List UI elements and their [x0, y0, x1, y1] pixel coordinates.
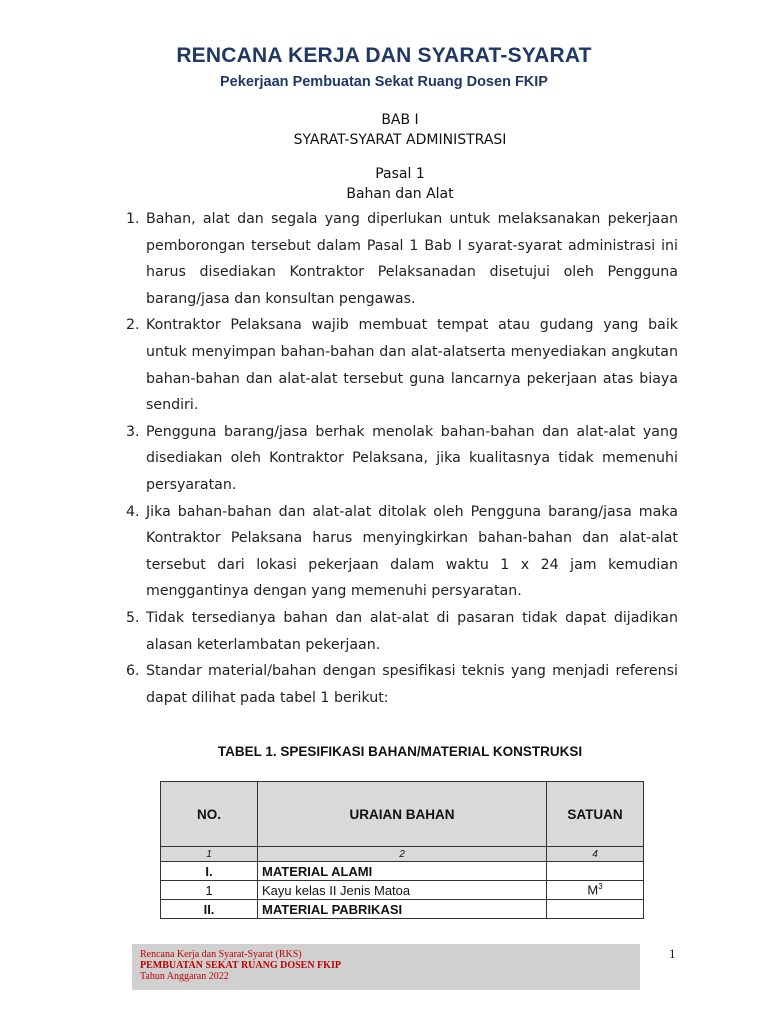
table-header-row	[161, 782, 644, 847]
header-no: NO.	[161, 782, 258, 847]
index-cell: 2	[258, 847, 547, 862]
requirements-list	[120, 206, 678, 711]
article-label: Pasal 1	[375, 166, 425, 182]
row-no: 1	[161, 881, 258, 900]
list-item	[120, 312, 678, 418]
list-number: 4.	[126, 503, 140, 520]
table-title: TABEL 1. SPESIFIKASI BAHAN/MATERIAL KONSTRUKSI	[217, 744, 583, 759]
list-number: 5.	[126, 609, 140, 626]
row-unit	[547, 900, 644, 919]
table-index-row	[161, 847, 644, 862]
row-no: I.	[161, 862, 258, 881]
footer-fiscal-year: Tahun Anggaran 2022	[140, 971, 229, 982]
list-item	[120, 499, 678, 605]
list-text: Kontraktor Pelaksana wajib membuat tempat atau gudang yang baik untuk menyimpan bahan-bahan dan alat-alatserta menyediakan angkutan bahan-bahan dan alat-alat tersebut guna lancarnya pekerjaan atas biaya sendiri.	[146, 317, 678, 414]
list-item	[120, 658, 678, 711]
list-number: 2.	[126, 317, 140, 334]
list-text: Standar material/bahan dengan spesifikasi teknis yang menjadi referensi dapat dilihat pada tabel 1 berikut:	[146, 663, 678, 706]
document-title: RENCANA KERJA DAN SYARAT-SYARAT	[176, 44, 592, 67]
unit-text: M	[587, 882, 599, 898]
row-description: MATERIAL PABRIKASI	[258, 900, 547, 919]
footer-document-name: Rencana Kerja dan Syarat-Syarat (RKS)	[140, 949, 302, 960]
list-item	[120, 605, 678, 658]
list-text: Jika bahan-bahan dan alat-alat ditolak oleh Pengguna barang/jasa maka Kontraktor Pelaksana harus menyingkirkan bahan-bahan dan alat-alat tersebut dari lokasi pekerjaan dalam waktu 1 x 24 jam kemudian menggantinya dengan yang memenuhi persyaratan.	[146, 503, 678, 600]
row-unit	[547, 881, 644, 900]
row-no: II.	[161, 900, 258, 919]
chapter-name: SYARAT-SYARAT ADMINISTRASI	[293, 132, 507, 148]
table-row	[161, 900, 644, 919]
material-spec-table	[160, 781, 644, 919]
page-number: 1	[669, 946, 676, 961]
table-row	[161, 881, 644, 900]
list-item	[120, 206, 678, 312]
row-unit	[547, 862, 644, 881]
document-subtitle: Pekerjaan Pembuatan Sekat Ruang Dosen FKIP	[220, 74, 548, 90]
list-text: Tidak tersedianya bahan dan alat-alat di pasaran tidak dapat dijadikan alasan keterlambatan pekerjaan.	[146, 609, 678, 653]
row-description: Kayu kelas II Jenis Matoa	[258, 881, 547, 900]
chapter-label: BAB I	[381, 112, 419, 128]
list-text: Pengguna barang/jasa berhak menolak bahan-bahan dan alat-alat yang disediakan oleh Kontraktor Pelaksana, jika kualitasnya tidak memenuhi persyaratan.	[146, 423, 678, 493]
unit-superscript: 3	[598, 882, 603, 892]
list-text: Bahan, alat dan segala yang diperlukan untuk melaksanakan pekerjaan pemborongan tersebut dalam Pasal 1 Bab I syarat-syarat administrasi ini harus disediakan Kontraktor Pelaksanadan disetujui oleh Pengguna barang/jasa dan konsultan pengawas.	[146, 211, 678, 307]
table-row	[161, 862, 644, 881]
list-number: 3.	[126, 423, 140, 440]
footer-project-name: PEMBUATAN SEKAT RUANG DOSEN FKIP	[140, 960, 341, 971]
list-number: 6.	[126, 663, 140, 680]
list-item	[120, 419, 678, 499]
header-unit: SATUAN	[547, 782, 644, 847]
article-name: Bahan dan Alat	[346, 186, 454, 202]
row-description: MATERIAL ALAMI	[258, 862, 547, 881]
index-cell: 1	[161, 847, 258, 862]
page-footer	[132, 944, 640, 990]
index-cell: 4	[547, 847, 644, 862]
header-description: URAIAN BAHAN	[258, 782, 547, 847]
list-number: 1.	[126, 211, 140, 227]
